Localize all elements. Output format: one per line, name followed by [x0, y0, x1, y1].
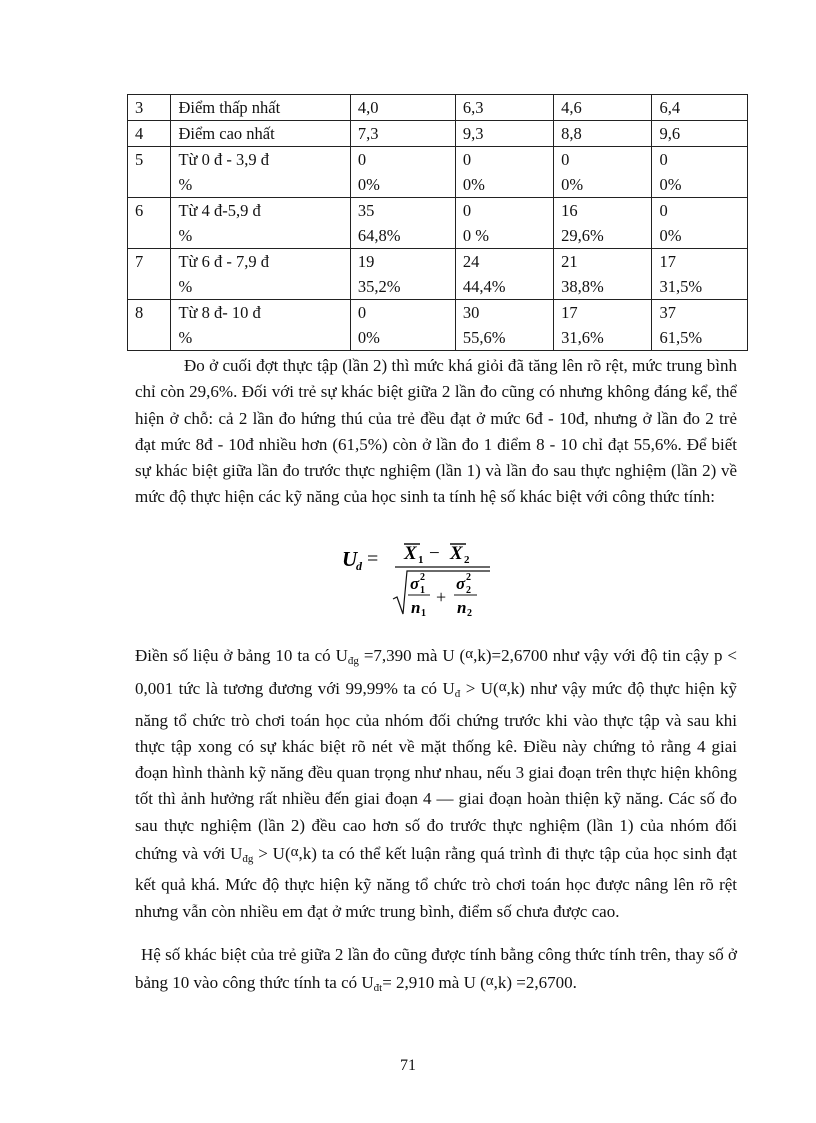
row-label: Từ 0 đ - 3,9 đ [178, 150, 269, 169]
percent: 31,6% [561, 328, 604, 347]
alpha-symbol: α [498, 679, 507, 696]
count: 17 [561, 303, 578, 322]
percent: 0% [659, 175, 682, 194]
percent: 38,8% [561, 277, 604, 296]
percent-label: % [178, 328, 193, 347]
text-run: ,k) như vậy mức độ thực hiện kỹ năng tổ chức trò chơi toán học của nhóm đối chứng trước khi vào thực tập và sau khi thực tập xong có sự khác biệt rõ nét về mặt thống kê. Điều này chứng tỏ rằng 4 giai đoạn hình thành kỹ năng đều quan trọng như nhau, nếu 3 giai đoạn trên thực hiện không tốt thì ảnh hưởng rất nhiều đến giai đoạn 4 — giai đoạn hoàn thiện kỹ năng. Các số đo sau thực nghiệm (lần 2) đều cao hơn số đo trước thực nghiệm (lần 1) của nhóm đối chứng và với U [135, 679, 738, 864]
row-number: 8 [128, 300, 171, 351]
cell-value [554, 249, 652, 300]
row-label: Điểm cao nhất [171, 121, 350, 147]
count: 0 [462, 150, 472, 169]
formula-x2-sub: 2 [464, 554, 470, 566]
cell-value [350, 249, 455, 300]
formula-sigma2: σ [456, 574, 466, 593]
percent: 31,5% [659, 277, 703, 296]
percent: 0 % [462, 226, 489, 245]
cell-value [554, 147, 652, 198]
text-run: ,k)=2,6700 như vậy với độ tin cậy p < 0,001 tức là tương đương với 99,99% ta có U [135, 646, 738, 699]
row-number: 4 [128, 121, 171, 147]
formula-lhs: U [342, 547, 358, 571]
text-run: > U( [253, 844, 291, 864]
results-table [127, 94, 748, 351]
row-label: Từ 8 đ- 10 đ [178, 303, 261, 322]
percent-label: % [178, 226, 193, 245]
cell-value [652, 198, 748, 249]
alpha-symbol: α [485, 973, 494, 990]
cell-value [652, 249, 748, 300]
row-label-cell [171, 249, 350, 300]
subscript: đg [347, 655, 359, 667]
formula-n2: n [457, 598, 467, 617]
text-run: Điền số liệu ở bảng 10 ta có U [135, 646, 348, 665]
page-number: 71 [400, 1057, 416, 1074]
row-label: Từ 4 đ-5,9 đ [178, 201, 261, 220]
cell-value [350, 147, 455, 198]
count: 0 [561, 150, 570, 169]
formula-plus: + [436, 587, 447, 607]
count: 19 [357, 252, 375, 271]
count: 21 [561, 252, 578, 271]
row-label: Từ 6 đ - 7,9 đ [178, 252, 269, 271]
count: 24 [462, 252, 480, 271]
count: 0 [357, 303, 367, 322]
cell-value: 4,6 [554, 95, 652, 121]
count: 17 [659, 252, 676, 271]
cell-value [455, 147, 553, 198]
cell-value: 9,6 [652, 121, 748, 147]
count: 0 [659, 201, 668, 220]
text-run: ,k) =2,6700. [493, 973, 577, 993]
row-label-cell [171, 300, 350, 351]
formula-equals: = [367, 548, 379, 570]
subscript: đt [373, 982, 383, 995]
text-run: =7,390 mà U ( [358, 646, 466, 665]
table-row [128, 300, 748, 351]
cell-value [455, 300, 553, 351]
formula-sigma1-sub: 1 [420, 585, 425, 596]
percent: 55,6% [462, 328, 506, 347]
table-row [128, 147, 748, 198]
text-run: Hệ số khác biệt của trẻ giữa 2 lần đo cũng được tính bằng công thức tính trên, thay số ở bảng 10 vào công thức tính ta có U [135, 945, 737, 993]
cell-value: 4,0 [350, 95, 455, 121]
percent-label: % [178, 277, 193, 296]
formula-lhs-sub: d [356, 559, 362, 573]
subscript: đg [242, 853, 254, 866]
cell-value [554, 198, 652, 249]
percent: 0% [357, 328, 380, 347]
count: 0 [357, 150, 367, 169]
formula-x1: X [404, 543, 417, 564]
formula-x2: X [450, 543, 463, 564]
formula-sigma2-sub: 2 [466, 585, 471, 596]
formula-minus: − [429, 543, 440, 564]
table-row [128, 249, 748, 300]
text-run: > U( [460, 679, 499, 699]
formula-sigma2-sup: 2 [466, 572, 471, 583]
paragraph-1: Đo ở cuối đợt thực tập (lần 2) thì mức khá giỏi đã tăng lên rõ rệt, mức trung bình chỉ còn 29,6%. Đối với trẻ sự khác biệt giữa 2 lần đo cũng có nhưng không đáng kể, thể hiện ở chỗ: cả 2 lần đo hứng thú của trẻ đều đạt ở mức 6đ - 10đ, nhưng ở lần đo 2 trẻ đạt mức 8đ - 10đ nhiều hơn (61,5%) còn ở lần đo 1 điểm 8 - 10 chỉ đạt 55,6%. Để biết sự khác biệt giữa lần đo trước thực nghiệm (lần 1) và lần đo sau thực nghiệm (lần 2) về mức độ thực hiện các kỹ năng của học sinh ta tính hệ số khác biệt với công thức tính: [135, 356, 737, 507]
row-number: 7 [128, 249, 171, 300]
cell-value [554, 300, 652, 351]
percent: 0% [561, 175, 584, 194]
row-number: 3 [128, 95, 171, 121]
text-run: = 2,910 mà U ( [382, 973, 486, 993]
row-label-cell [171, 147, 350, 198]
row-number: 5 [128, 147, 171, 198]
formula-n1: n [411, 598, 421, 617]
formula-sigma1: σ [410, 574, 420, 593]
cell-value [652, 300, 748, 351]
count: 16 [561, 201, 578, 220]
text-run: ,k) ta có thể kết luận rằng quá trình đi thực tập của học sinh đạt kết quả khá. Mức độ thực hiện kỹ năng tổ chức trò chơi toán học được nâng lên rõ rệt nhưng vẫn còn nhiều em đạt ở mức trung bình, điểm số chưa được cao. [135, 844, 737, 921]
percent: 0% [659, 226, 682, 245]
alpha-symbol: α [290, 844, 299, 861]
percent-label: % [178, 175, 193, 194]
row-number: 6 [128, 198, 171, 249]
count: 35 [357, 201, 375, 220]
percent: 64,8% [357, 226, 401, 245]
formula-n2-sub: 2 [467, 608, 472, 617]
paragraph-2 [135, 641, 737, 925]
count: 37 [659, 303, 676, 322]
cell-value [455, 198, 553, 249]
difference-coefficient-formula [340, 537, 510, 617]
formula-n1-sub: 1 [421, 608, 426, 617]
row-label-cell [171, 198, 350, 249]
formula-x1-sub: 1 [418, 554, 424, 566]
cell-value [350, 198, 455, 249]
cell-value [350, 300, 455, 351]
table-row [128, 121, 748, 147]
percent: 0% [462, 175, 485, 194]
percent: 44,4% [462, 277, 506, 296]
cell-value: 9,3 [455, 121, 553, 147]
paragraph-3 [135, 942, 737, 1002]
cell-value [652, 147, 748, 198]
table-row [128, 198, 748, 249]
subscript: đ [454, 688, 461, 701]
cell-value: 8,8 [554, 121, 652, 147]
cell-value: 7,3 [350, 121, 455, 147]
table-row [128, 95, 748, 121]
percent: 0% [357, 175, 380, 194]
percent: 35,2% [357, 277, 401, 296]
percent: 61,5% [659, 328, 703, 347]
cell-value [455, 249, 553, 300]
percent: 29,6% [561, 226, 604, 245]
row-label: Điểm thấp nhất [171, 95, 350, 121]
alpha-symbol: α [465, 646, 474, 662]
count: 0 [462, 201, 472, 220]
formula-sigma1-sup: 2 [420, 572, 425, 583]
count: 0 [659, 150, 668, 169]
cell-value: 6,4 [652, 95, 748, 121]
count: 30 [462, 303, 480, 322]
cell-value: 6,3 [455, 95, 553, 121]
